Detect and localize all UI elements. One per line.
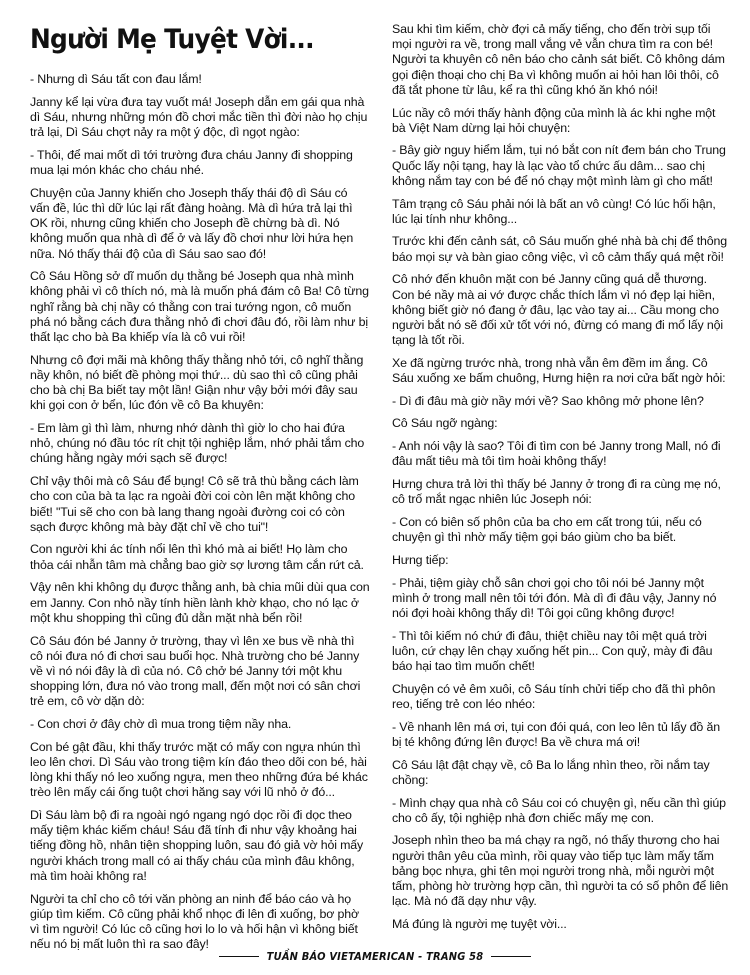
paragraph: - Dì đi đâu mà giờ nầy mới về? Sao không mở phone lên? bbox=[392, 393, 704, 408]
paragraph: - Anh nói vậy là sao? Tôi đi tìm con bé Janny trong Mall, nó đi đâu mất tiêu mà tôi tìm hoài không thấy! bbox=[392, 439, 721, 469]
paragraph: Dì Sáu làm bộ đi ra ngoài ngó ngang ngó dọc rồi đi dọc theo mấy tiệm khác kiếm cháu! Sáu đã tính đi như vậy khoảng hai tiếng đồng hồ, nhân tiện shopping luôn, sau đó giả vờ hỏi mấy người khách trong mall có ai thấy cháu của mình đâu không, mà tìm hoài không ra! bbox=[30, 808, 364, 883]
paragraph: Con bé gật đầu, khi thấy trước mặt có mấy con ngựa nhún thì leo lên chơi. Dì Sáu vào trong tiệm kín đáo theo dõi con bé, hài lòng khi thấy nó leo xuống ngựa, men theo những đứa bé khác trèo lên mấy cái ống tuột chơi hăng say với lũ nhỏ ở đó... bbox=[30, 739, 368, 800]
paragraph: - Về nhanh lên má ơi, tụi con đói quá, con leo lên tủ lấy đồ ăn bị té không đứng lên được! Ba về chưa má ơi! bbox=[392, 719, 720, 749]
paragraph: - Thôi, để mai mốt dì tới trường đưa cháu Janny đi shopping mua lại món khác cho cháu nhé. bbox=[30, 147, 353, 178]
paragraph: Cô Sáu đón bé Janny ở trường, thay vì lên xe bus về nhà thì cô nói đưa nó đi chơi sau buổi học. Nhà trường cho bé Janny về vì nó nói đây là dì của nó. Cô chở bé Janny tới một khu shopping lớn, đưa nó vào trong mall, đến một nơi có sân chơi trẻ em, cô vờ dặn dò: bbox=[30, 633, 361, 709]
paragraph: - Con có biên số phôn của ba cho em cất trong túi, nếu có chuyện gì thì nhờ mấy tiệm gọi báo giùm cho ba biết. bbox=[392, 514, 702, 545]
paragraph: Hưng tiếp: bbox=[392, 552, 449, 567]
paragraph: Cô Sáu lật đật chạy về, cô Ba lo lắng nhìn theo, rồi nắm tay chồng: bbox=[392, 757, 710, 787]
paragraph: - Phải, tiệm giày chỗ sân chơi gọi cho tôi nói bé Janny một mình ở trong mall nên tôi tới đón. Mà dì đi đâu vậy, Janny nó nói đợi hoài không thấy dì! Tôi gọi cũng không được! bbox=[392, 575, 717, 620]
paragraph: Cô Sáu Hồng sở dĩ muốn dụ thằng bé Joseph qua nhà mình không phải vì cô thích nó, mà là muốn phá đám cô Ba! Cô từng nghĩ rằng bà chị nầy có thằng con trai tướng ngon, cô muốn phá nó bằng cách đưa thằng nhỏ đi chơi đâu đó, rồi làm như bị thất lạc cho bà Ba khiếp vía là cô vui rồi! bbox=[30, 269, 369, 345]
paragraph: Má đúng là người mẹ tuyệt vời... bbox=[392, 916, 567, 931]
paragraph: Chuyện của Janny khiến cho Joseph thấy thái độ dì Sáu có vấn đề, lúc thì dữ lúc lại rất đàng hoàng. Mà dì hứa trả lại thì OK rồi, nhưng cũng khiến cho Joseph đề chừng bà dì. Nó không muốn qua nhà dì để ở và lấy đồ chơi như lời hứa hẹn nữa. Nó thấy thái độ của dì Sáu sao sao đó! bbox=[30, 185, 354, 261]
right-column-body bbox=[392, 22, 732, 932]
story-title: Người Mẹ Tuyệt Vời... bbox=[30, 24, 314, 55]
paragraph: Janny kể lại vừa đưa tay vuốt má! Joseph dẫn em gái qua nhà dì Sáu, nhưng những món đồ chơi mắc tiền thì đời nào họ chịu trả lại, Dì Sáu chợt nảy ra một ý độc, dì ngọt ngào: bbox=[30, 94, 368, 140]
paragraph: Tâm trạng cô Sáu phải nói là bất an vô cùng! Có lúc hối hận, lúc lại tính như không... bbox=[392, 196, 716, 226]
paragraph: - Con chơi ở đây chờ dì mua trong tiệm nầy nha. bbox=[30, 717, 292, 732]
paragraph: - Nhưng dì Sáu tất con đau lắm! bbox=[30, 72, 202, 86]
paragraph: Chuyện có vẻ êm xuôi, cô Sáu tính chửi tiếp cho đã thì phôn reo, tiếng trẻ con léo nhéo: bbox=[392, 681, 716, 712]
paragraph: Chỉ vậy thôi mà cô Sáu để bụng! Cô sẽ trả thù bằng cách làm cho con của bà ta lạc ra ngoài đời coi còn lên mặt không cho biết! "Tui sẽ cho con bà lang thang ngoài đường coi có còn sạch được không mà bày đặt chỉ về cho tui"! bbox=[30, 474, 359, 534]
paragraph: Lúc nầy cô mới thấy hành động của mình là ác khi nghe một bà Việt Nam dừng lại hỏi chuyện: bbox=[392, 105, 716, 135]
left-column bbox=[30, 22, 370, 960]
paragraph: Joseph nhìn theo ba má chạy ra ngõ, nó thấy thương cho hai người thân yêu của mình, rồi quay vào tiếp tục làm mấy tấm bảng bọc nhựa, ghi tên mọi người trong nhà, mỗi người một tấm, phòng hờ trường hợp cần, thì người ta có số phôn để liên lạc. Mà nó đã dạy như vậy. bbox=[392, 833, 729, 909]
footer-rule-right bbox=[491, 956, 531, 957]
paragraph: Vậy nên khi không dụ được thằng anh, bà chia mũi dùi qua con em Janny. Con nhỏ nầy tính hiền lành khờ khạo, cho nó lạc ở một khu shopping thì cũng đủ dằn mặt nhà bển rồi! bbox=[30, 580, 370, 625]
page-footer bbox=[0, 945, 750, 967]
paragraph: Cô Sáu ngỡ ngàng: bbox=[392, 416, 498, 431]
paragraph: - Mình chạy qua nhà cô Sáu coi có chuyện gì, nếu cần thì giúp cho cô ấy, tội nghiệp nhà đơn chiếc mấy mẹ con. bbox=[392, 795, 726, 825]
paragraph: - Thì tôi kiếm nó chứ đi đâu, thiệt chiều nay tôi mệt quá trời luôn, cứ chạy lên chạy xuống hết pin... Con quỷ, mày đi đâu báo hại tao tìm muốn chết! bbox=[392, 628, 713, 674]
paragraph: - Bây giờ nguy hiểm lắm, tụi nó bắt con nít đem bán cho Trung Quốc lấy nội tạng, hay là lạc vào tổ chức ấu dâm... sao chị không nắm tay con bé để nó chạy một mình làm gì cho mất! bbox=[392, 143, 726, 188]
paragraph: - Em làm gì thì làm, nhưng nhớ dành thì giờ lo cho hai đứa nhỏ, chúng nó đầu tóc rít chịt tội nghiệp lắm, nhớ phải tắm cho chúng hằng ngày mới sạch sẽ được! bbox=[30, 421, 365, 466]
paragraph: Cô nhớ đến khuôn mặt con bé Janny cũng quá dễ thương. Con bé nầy mà ai vớ được chắc thích lắm vì nó đẹp lại hiền, không biết giờ nó đang ở đâu, lạc vào tay ai... Cầu mong cho người bắt nó sẽ đối xử tốt với nó, đừng có mang đi mổ lấy nội tạng là tốt rồi. bbox=[392, 272, 723, 348]
paragraph: Nhưng cô đợi mãi mà không thấy thằng nhỏ tới, cô nghĩ thằng nầy khôn, nó biết đề phòng mọi thứ... dù sao thì cô cũng phải cho bà chị Ba biết tay một lần! Giận như vậy bởi mới đây sau khi gọi con ở bển, lúc đón về cô Ba khuyên: bbox=[30, 352, 364, 413]
footer-text: TUẦN BÁO VIETAMERICAN - TRANG 58 bbox=[266, 949, 484, 963]
right-column bbox=[392, 22, 732, 940]
paragraph: Con người khi ác tính nổi lên thì khó mà ai biết! Họ làm cho thỏa cái nhẫn tâm mà chẳng bao giờ sợ lương tâm cắn rứt cả. bbox=[30, 542, 364, 572]
footer-rule-left bbox=[219, 956, 259, 957]
paragraph: Người ta chỉ cho cô tới văn phòng an ninh để báo cáo và họ giúp tìm kiếm. Cô cũng phải khổ nhọc đi lên đi xuống, bơ phờ vì tìm người! Có lúc cô cũng hơi lo lo và hối hận vì không biết nếu nó bị mất luôn thì ra sao đây! bbox=[30, 891, 359, 952]
paragraph: Trước khi đến cảnh sát, cô Sáu muốn ghé nhà bà chị để thông báo mọi sự và bàn giao công việc, vì cô cảm thấy quá mệt rồi! bbox=[392, 234, 727, 264]
paragraph: Hưng chưa trả lời thì thấy bé Janny ở trong đi ra cùng mẹ nó, cô trố mắt ngạc nhiên lúc Joseph nói: bbox=[392, 477, 721, 507]
paragraph: Xe đã ngừng trước nhà, trong nhà vẫn êm đềm im ắng. Cô Sáu xuống xe bấm chuông, Hưng hiện ra nơi cửa bất ngờ hỏi: bbox=[392, 355, 726, 386]
paragraph: Sau khi tìm kiếm, chờ đợi cả mấy tiếng, cho đến trời sụp tối mọi người ra về, trong mall vắng vẻ vẫn chưa tìm ra con bé! Người ta khuyên cô nên báo cho cảnh sát biết. Cô không dám gọi điện thoại cho chị Ba vì không muốn ai hỏi han lôi thôi, cô đã tắt phone từ lâu, kể ra thì cũng khó ăn khó nói! bbox=[392, 22, 725, 97]
left-column-body bbox=[30, 72, 370, 952]
